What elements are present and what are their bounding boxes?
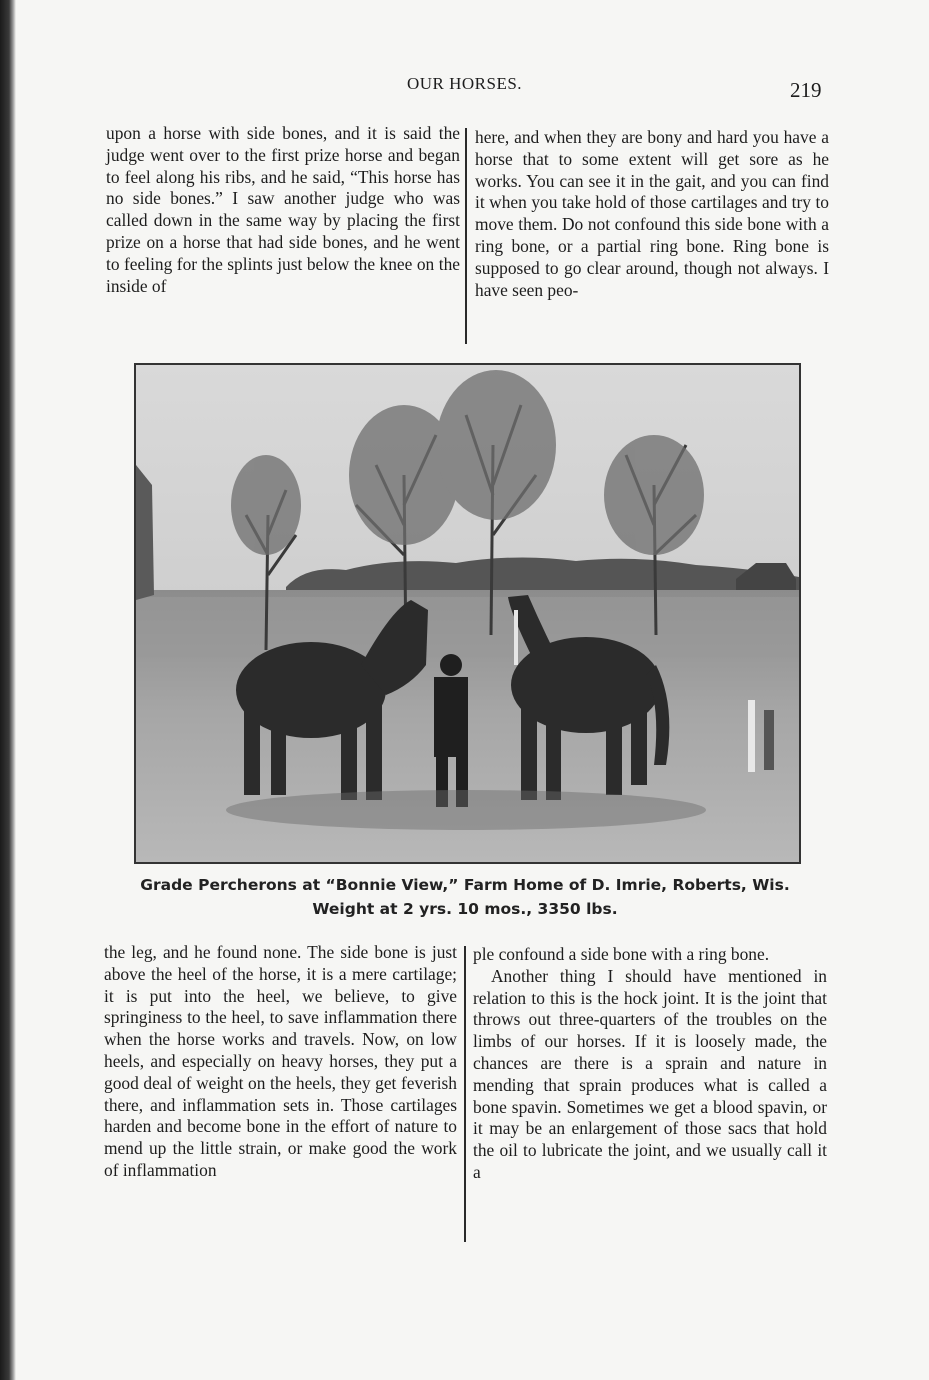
column-divider-bottom [464, 946, 466, 1242]
page-binding-edge [0, 0, 16, 1380]
column-bottom-left [104, 942, 457, 1182]
column-bottom-right [473, 944, 827, 1184]
column-top-left [106, 123, 460, 297]
column-divider-top [465, 128, 467, 344]
page-number: 219 [790, 78, 822, 102]
running-head: OUR HORSES. [406, 74, 523, 93]
paragraph: upon a horse with side bones, and it is said the judge went over to the first prize horse and began to feel along his ribs, and he said, “This horse has no side bones.” I saw another judge who was called down in the same way by placing the first prize on a horse that had side bones, and he went to feeling for the splints just below the knee on the inside of [106, 123, 460, 296]
paragraph: here, and when they are bony and hard you have a horse that to some extent will get sore as he works. You can see it in the gait, and you can find it when you take hold of those cartilages and try to move them. Do not confound this side bone with a ring bone, or a partial ring bone. Ring bone is supposed to go clear around, though not always. I have seen peo- [475, 127, 829, 300]
paragraph: the leg, and he found none. The side bone is just above the heel of the horse, it is a mere cartilage; it is put into the heel, we believe, to give springiness to the heel, to save inflammation there when the horse works and travels. Now, on low heels, and especially on heavy horses, they put a good deal of weight on the heels, they get feverish there, and inflammation sets in. Those cartilages harden and become bone in the effort of nature to mend up the little strain, or make good the work of inflammation [104, 942, 457, 1180]
photograph-horses [134, 363, 801, 864]
figure-caption-line1: Grade Percherons at “Bonnie View,” Farm Home of D. Imrie, Roberts, Wis. [140, 876, 790, 894]
paragraph: Another thing I should have mentioned in relation to this is the hock joint. It is the joint that throws out three-quarters of the troubles on the limbs of our horses. If it is loosely made, the chances are there is a sprain and nature in mending that sprain produces what is called a bone spavin. Sometimes we get a blood spavin, or it may be an enlargement of those sacs that hold the oil to lubricate the joint, and we usually call it a [473, 965, 827, 1182]
column-top-right [475, 127, 829, 301]
figure-caption-line2: Weight at 2 yrs. 10 mos., 3350 lbs. [312, 900, 618, 918]
paragraph: ple confound a side bone with a ring bone. [473, 944, 770, 964]
